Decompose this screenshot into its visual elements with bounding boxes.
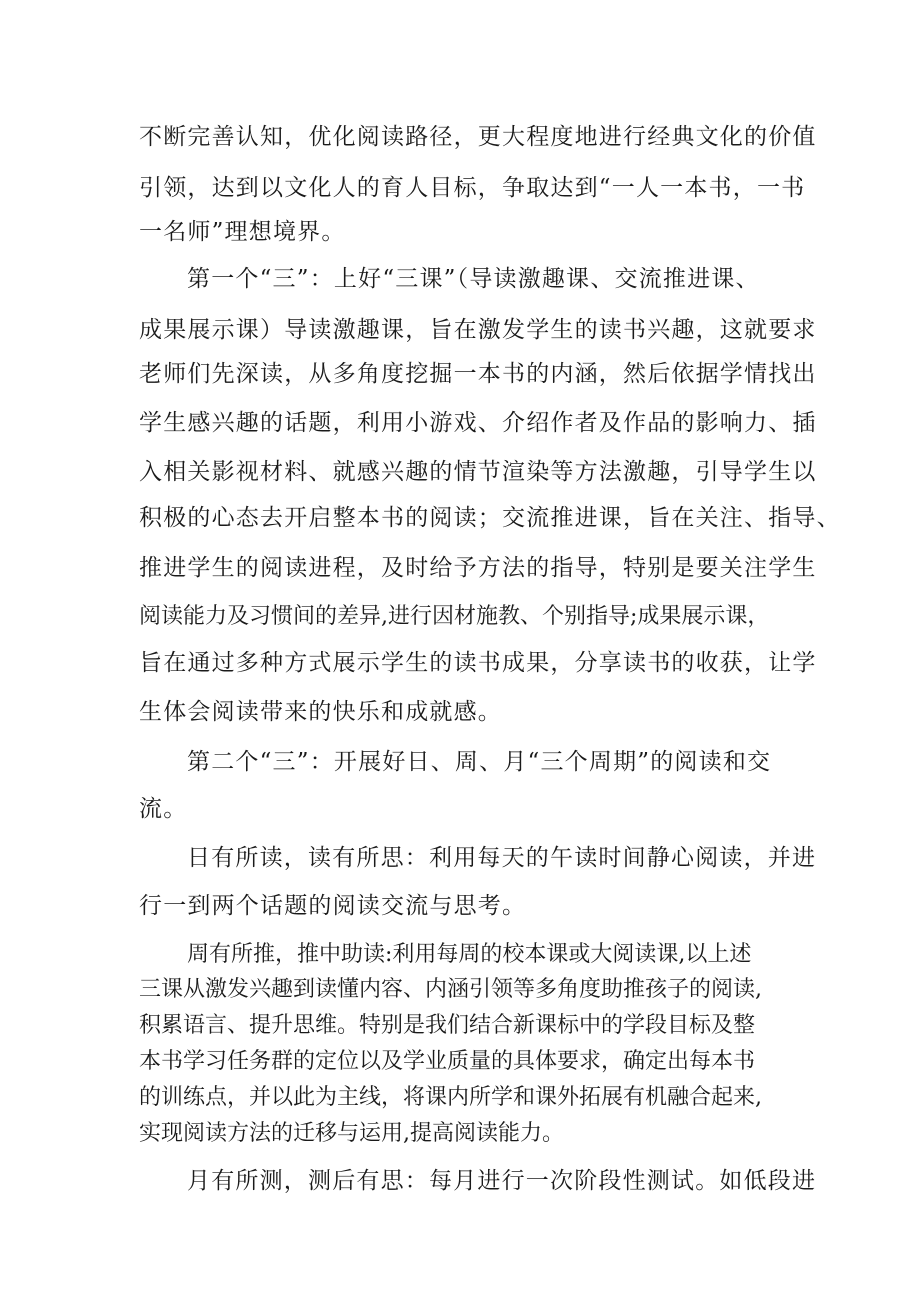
text-line: 入相关影视材料、就感兴趣的情节渲染等方法激趣，引导学生以	[139, 459, 817, 485]
text-line: 一名师”理想境界。	[139, 219, 346, 245]
text-line: 老师们先深读，从多角度挖掘一本书的内涵，然后依据学情找出	[139, 361, 817, 387]
text-line: 不断完善认知，优化阅读路径，更大程度地进行经典文化的价值	[139, 124, 817, 150]
paragraph-first-line: 第一个“三”：上好“三课”（导读激趣课、交流推进课、	[187, 266, 760, 292]
text-line: 旨在通过多种方式展示学生的读书成果，分享读书的收获，让学	[139, 650, 817, 676]
text-line: 本书学习任务群的定位以及学业质量的具体要求，确定出每本书	[139, 1049, 756, 1074]
text-line: 生体会阅读带来的快乐和成就感。	[139, 699, 502, 725]
text-line: 积极的心态去开启整本书的阅读；交流推进课，旨在关注、指导、	[139, 505, 841, 531]
paragraph-first-line: 周有所推，推中助读:利用每周的校本课或大阅读课,以上述	[187, 942, 752, 967]
text-line: 的训练点，并以此为主线，将课内所学和课外拓展有机融合起来,	[139, 1085, 762, 1110]
text-line: 引领，达到以文化人的育人目标，争取达到“一人一本书，一书	[139, 175, 806, 201]
text-line: 阅读能力及习惯间的差异,进行因材施教、个别指导;成果展示课，	[139, 604, 770, 629]
paragraph-first-line: 月有所测，测后有思：每月进行一次阶段性测试。如低段进	[187, 1168, 817, 1194]
text-line: 推进学生的阅读进程，及时给予方法的指导，特别是要关注学生	[139, 555, 817, 581]
text-line: 流。	[139, 796, 188, 822]
text-line: 实现阅读方法的迁移与运用,提高阅读能力。	[139, 1121, 564, 1146]
text-line: 积累语言、提升思维。特别是我们结合新课标中的学段目标及整	[139, 1013, 756, 1038]
paragraph-first-line: 日有所读，读有所思：利用每天的午读时间静心阅读，并进	[187, 845, 817, 871]
paragraph-first-line: 第二个“三”：开展好日、周、月“三个周期”的阅读和交	[187, 749, 772, 775]
text-line: 学生感兴趣的话题，利用小游戏、介绍作者及作品的影响力、插	[139, 410, 817, 436]
text-line: 成果展示课）导读激趣课，旨在激发学生的读书兴趣，这就要求	[139, 317, 817, 343]
text-line: 行一到两个话题的阅读交流与思考。	[139, 893, 527, 919]
text-line: 三课从激发兴趣到读懂内容、内涵引领等多角度助推孩子的阅读,	[139, 977, 762, 1002]
